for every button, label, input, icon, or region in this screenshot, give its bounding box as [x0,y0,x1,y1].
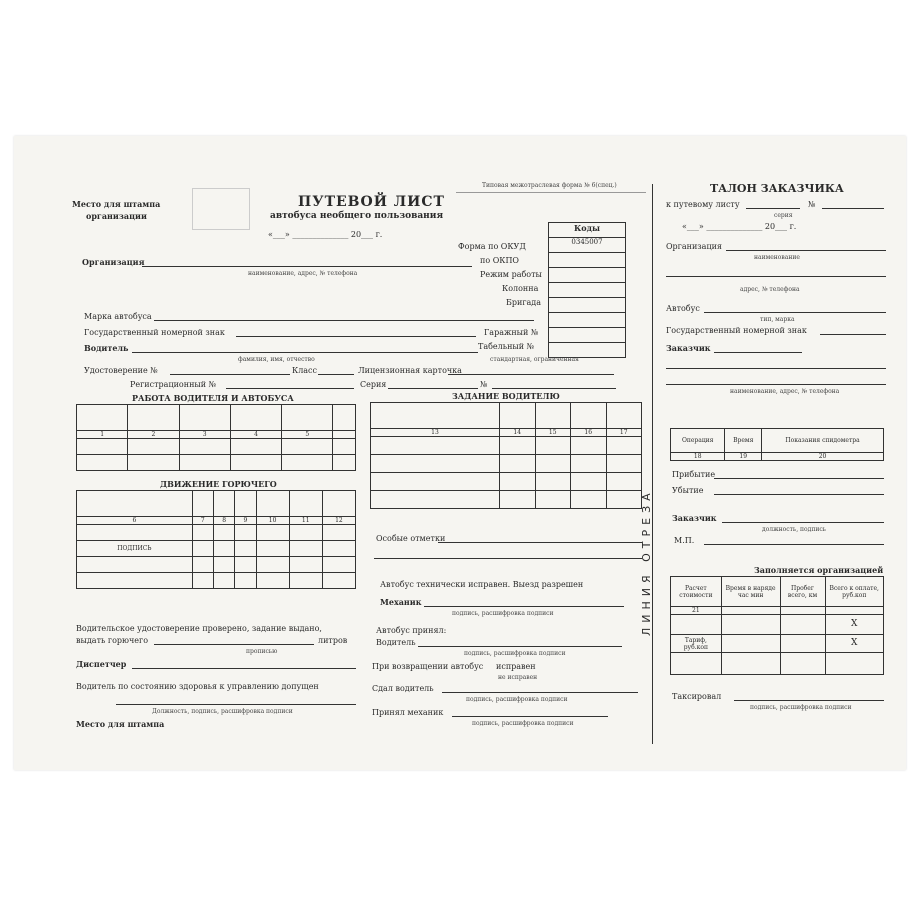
okud-code[interactable]: 0345007 [549,238,625,253]
coupon-date[interactable]: «___» ______________ 20___ г. [682,222,797,231]
fuel-num: 10 [256,517,289,525]
fuel-num: 8 [213,517,234,525]
cost-x: X [825,615,884,635]
fuel-num: 6 [77,517,193,525]
right-gov-number-field[interactable] [820,334,886,335]
arrival-col-time: Время [725,429,762,453]
tab-label: Табельный № [478,342,535,351]
taxed-sub: подпись, расшифровка подписи [750,704,852,711]
waybill-date[interactable]: «___» ______________ 20___ г. [268,230,383,239]
driver2-label: Водитель [376,638,416,647]
fuel-num: 7 [192,517,213,525]
okpo-code[interactable] [549,253,625,268]
tab-code[interactable] [549,343,625,357]
column-code[interactable] [549,283,625,298]
cert-litres: литров [318,636,348,645]
arrival-num: 20 [762,453,884,461]
garage-label: Гаражный № [484,328,539,337]
okpo-label: по ОКПО [480,256,519,265]
customer-label: Заказчик [666,343,711,353]
mechanic-field[interactable] [424,606,624,607]
cost-col-a: Расчет стоимости [671,577,722,607]
mp-field[interactable] [704,544,884,545]
arrival-col-speedo: Показания спидометра [762,429,884,453]
customer-org-field[interactable] [726,250,886,251]
codes-header: Коды [549,223,625,238]
bus-brand-field[interactable] [154,320,534,321]
fuel-sign-label: ПОДПИСЬ [77,541,193,557]
special-field-2[interactable] [374,558,642,559]
task-num: 13 [371,429,500,437]
arrival-table [670,428,884,461]
brigade-code[interactable] [549,298,625,313]
driver-sub: фамилия, имя, отчество [238,356,315,363]
work-table [76,404,356,471]
number-label: № [480,380,488,389]
work-num: 2 [128,431,179,439]
waybill-sheet [14,136,906,770]
stamp-area [192,188,250,230]
bus-sub: тип, марка [760,316,795,323]
to-waybill-num: № [808,200,816,209]
driver-field[interactable] [132,352,478,353]
form-note: Типовая межотраслевая форма № 6(спец.) [482,182,617,189]
arrival-num: 18 [671,453,725,461]
cert-label: Водительское удостоверение проверено, задание выдано, [76,624,322,633]
right-gov-number-label: Государственный номерной знак [666,326,807,335]
work-mode-label: Режим работы [480,270,542,279]
handed-label: Сдал водитель [372,684,434,693]
task-title: ЗАДАНИЕ ВОДИТЕЛЮ [452,391,560,401]
health-field[interactable] [116,704,356,705]
driver2-sub: подпись, расшифровка подписи [464,650,566,657]
customer-field-2[interactable] [666,368,886,369]
org-label: Организация [82,257,145,267]
column-label: Колонна [502,284,539,293]
departure-label: Убытие [672,486,704,495]
cost-col-c: Пробег всего, км [780,577,825,607]
reg-no-field[interactable] [226,388,354,389]
work-col-op [77,405,128,431]
date-sub: серия [774,212,793,219]
cert-sub: прописью [246,648,278,655]
waybill-title: ПУТЕВОЙ ЛИСТ [298,194,445,210]
task-num: 15 [535,429,571,437]
work-title: РАБОТА ВОДИТЕЛЯ И АВТОБУСА [132,393,294,403]
special-label: Особые отметки [376,534,446,543]
work-num: 5 [282,431,333,439]
customer-org-sub: наименование [754,254,800,261]
customer-sign-label: Заказчик [672,513,717,523]
driver2-field[interactable] [418,646,622,647]
brigade-label: Бригада [506,298,541,307]
mp-label: М.П. [674,536,695,545]
work-num: 3 [179,431,230,439]
departure-field[interactable] [714,494,884,495]
cost-col-d: Всего к оплате, руб.коп [825,577,884,607]
license-card-field[interactable] [448,374,614,375]
license-card-label: Лицензионная карточка [358,366,462,375]
gov-number-field[interactable] [236,336,476,337]
organization-stamp-label: организации [86,211,147,221]
task-table [370,402,642,509]
arrival-num: 19 [725,453,762,461]
customer-sub2: адрес, № телефона [740,286,800,293]
work-num: 4 [230,431,281,439]
accepted-mech-sub: подпись, расшифровка подписи [472,720,574,727]
dispatcher-label: Диспетчер [76,659,127,669]
cert-fuel-label: выдать горючего [76,636,149,645]
cost-col-b: Время в наряде час мин [721,577,780,607]
work-num: 1 [77,431,128,439]
accepted-mech-label: Принял механик [372,708,444,717]
on-return-sub: не исправен [498,674,538,681]
fuel-table [76,490,356,589]
arrival-col-op: Операция [671,429,725,453]
bus-ok-label: Автобус технически исправен. Выезд разрешен [380,580,584,589]
mode-code[interactable] [549,268,625,283]
mechanic-label: Механик [380,597,422,607]
driver-label: Водитель [84,343,129,353]
coupon-title: ТАЛОН ЗАКАЗЧИКА [710,182,844,195]
org-field[interactable] [142,266,472,267]
place-stamp-label: Место для штампа [72,199,161,209]
to-waybill-num-field[interactable] [822,208,884,209]
handed-field[interactable] [442,692,638,693]
org-sub: наименование, адрес, № телефона [248,270,358,277]
customer-field-3[interactable] [666,384,886,385]
cost-table [670,576,884,675]
series-field[interactable] [388,388,478,389]
taxed-field[interactable] [734,700,884,701]
special-field[interactable] [438,542,642,543]
taxed-label: Таксировал [672,692,722,701]
garage-code[interactable] [549,328,625,343]
okud-label: Форма по ОКУД [458,242,526,251]
mechanic-sub: подпись, расшифровка подписи [452,610,554,617]
bus-brand-label: Марка автобуса [84,312,152,321]
task-num: 16 [571,429,607,437]
on-return-label: При возвращении автобус [372,662,484,671]
license-card-sub: стандартная, ограниченная [490,356,579,363]
task-num: 17 [606,429,642,437]
handed-sub: подпись, расшифровка подписи [466,696,568,703]
gov-number-label: Государственный номерной знак [84,328,225,337]
doctor-sub: Должность, подпись, расшифровка подписи [152,708,293,715]
tariff-label: Тариф, руб.коп [671,635,722,653]
license-field[interactable] [170,374,290,375]
fuel-num: 9 [235,517,256,525]
task-num: 14 [500,429,536,437]
place-stamp-bottom: Место для штампа [76,719,165,729]
to-waybill-field[interactable] [746,208,800,209]
customer-sign-field[interactable] [722,522,884,523]
waybill-subtitle: автобуса необщего пользования [270,211,444,221]
bus-label: Автобус [666,304,700,313]
fuel-num: 11 [289,517,322,525]
customer-org-label: Организация [666,242,722,251]
customer-sign-sub: должность, подпись [762,526,826,533]
fuel-num: 12 [322,517,355,525]
fuel-title: ДВИЖЕНИЕ ГОРЮЧЕГО [160,479,277,489]
arrival-field[interactable] [714,478,884,479]
accepted-mech-field[interactable] [452,716,608,717]
empty-code[interactable] [549,313,625,328]
on-return-value: исправен [496,662,536,671]
form-note-line [456,192,646,193]
class-label: Класс [292,366,318,375]
number-field[interactable] [492,388,616,389]
org-fill-label: Заполняется организацией [754,565,884,575]
customer-sub3: наименование, адрес, № телефона [730,388,840,395]
cost-x: X [825,635,884,653]
customer-field[interactable] [714,352,802,353]
class-field[interactable] [318,374,354,375]
series-label: Серия [360,380,387,389]
reg-no-label: Регистрационный № [130,380,217,389]
bus-field[interactable] [704,312,886,313]
codes-box [548,222,626,358]
customer-org-field-2[interactable] [666,276,886,277]
to-waybill-label: к путевому листу [666,200,740,209]
health-label: Водитель по состоянию здоровья к управлению допущен [76,682,319,691]
dispatcher-field[interactable] [132,668,356,669]
bus-accepted-label: Автобус принял: [376,626,447,635]
cost-num: 21 [671,607,722,615]
cut-line-label: ЛИНИЯ ОТРЕЗА [640,488,653,636]
license-label: Удостоверение № [84,366,158,375]
cert-fuel-field[interactable] [154,644,314,645]
arrival-label: Прибытие [672,470,716,479]
